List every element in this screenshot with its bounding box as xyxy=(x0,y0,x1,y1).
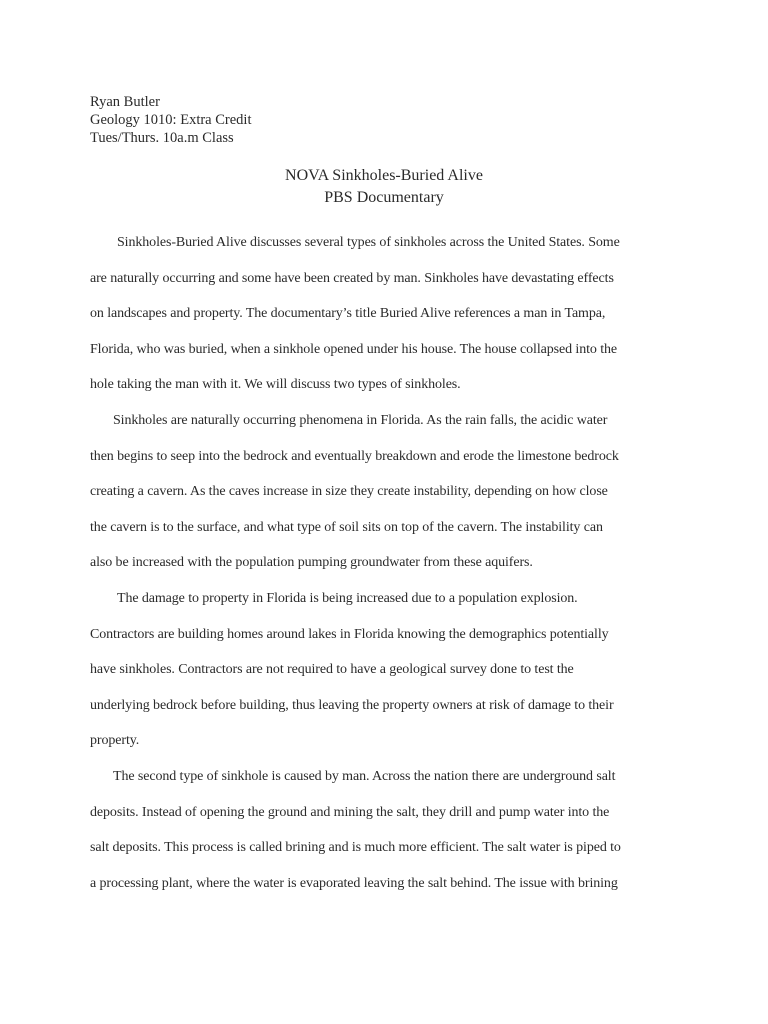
body-line: Florida, who was buried, when a sinkhole opened under his house. The house collapsed into the xyxy=(90,341,618,357)
body-line: The second type of sinkhole is caused by man. Across the nation there are underground salt xyxy=(113,768,616,784)
body-line: then begins to seep into the bedrock and eventually breakdown and erode the limestone bedrock xyxy=(90,448,619,464)
class-time: Tues/Thurs. 10a.m Class xyxy=(90,130,234,146)
body-line: The damage to property in Florida is being increased due to a population explosion. xyxy=(117,590,578,606)
body-line: Sinkholes are naturally occurring phenomena in Florida. As the rain falls, the acidic water xyxy=(113,412,608,428)
document-title: NOVA Sinkholes-Buried Alive xyxy=(285,167,483,184)
body-line: are naturally occurring and some have been created by man. Sinkholes have devastating effects xyxy=(90,270,614,286)
body-line: Contractors are building homes around lakes in Florida knowing the demographics potentially xyxy=(90,626,609,642)
document-body xyxy=(90,225,621,901)
body-line: the cavern is to the surface, and what type of soil sits on top of the cavern. The instability can xyxy=(90,519,603,535)
document-header xyxy=(90,93,251,147)
body-line: have sinkholes. Contractors are not required to have a geological survey done to test the xyxy=(90,662,574,678)
author-name: Ryan Butler xyxy=(90,94,160,110)
body-line: property. xyxy=(90,733,140,749)
body-line: hole taking the man with it. We will discuss two types of sinkholes. xyxy=(90,377,461,393)
body-line: on landscapes and property. The documentary’s title Buried Alive references a man in Tampa, xyxy=(90,306,606,322)
body-line: salt deposits. This process is called brining and is much more efficient. The salt water is piped to xyxy=(90,840,621,856)
body-line: deposits. Instead of opening the ground and mining the salt, they drill and pump water into the xyxy=(90,804,610,820)
body-line: underlying bedrock before building, thus leaving the property owners at risk of damage to their xyxy=(90,697,614,713)
document-title-block xyxy=(0,165,768,209)
body-line: creating a cavern. As the caves increase in size they create instability, depending on how close xyxy=(90,484,608,500)
body-line: a processing plant, where the water is evaporated leaving the salt behind. The issue with brining xyxy=(90,875,618,891)
body-line: also be increased with the population pumping groundwater from these aquifers. xyxy=(90,555,533,571)
document-subtitle: PBS Documentary xyxy=(324,189,444,206)
course-name: Geology 1010: Extra Credit xyxy=(90,112,252,128)
body-line: Sinkholes-Buried Alive discusses several types of sinkholes across the United States. Some xyxy=(117,235,620,250)
